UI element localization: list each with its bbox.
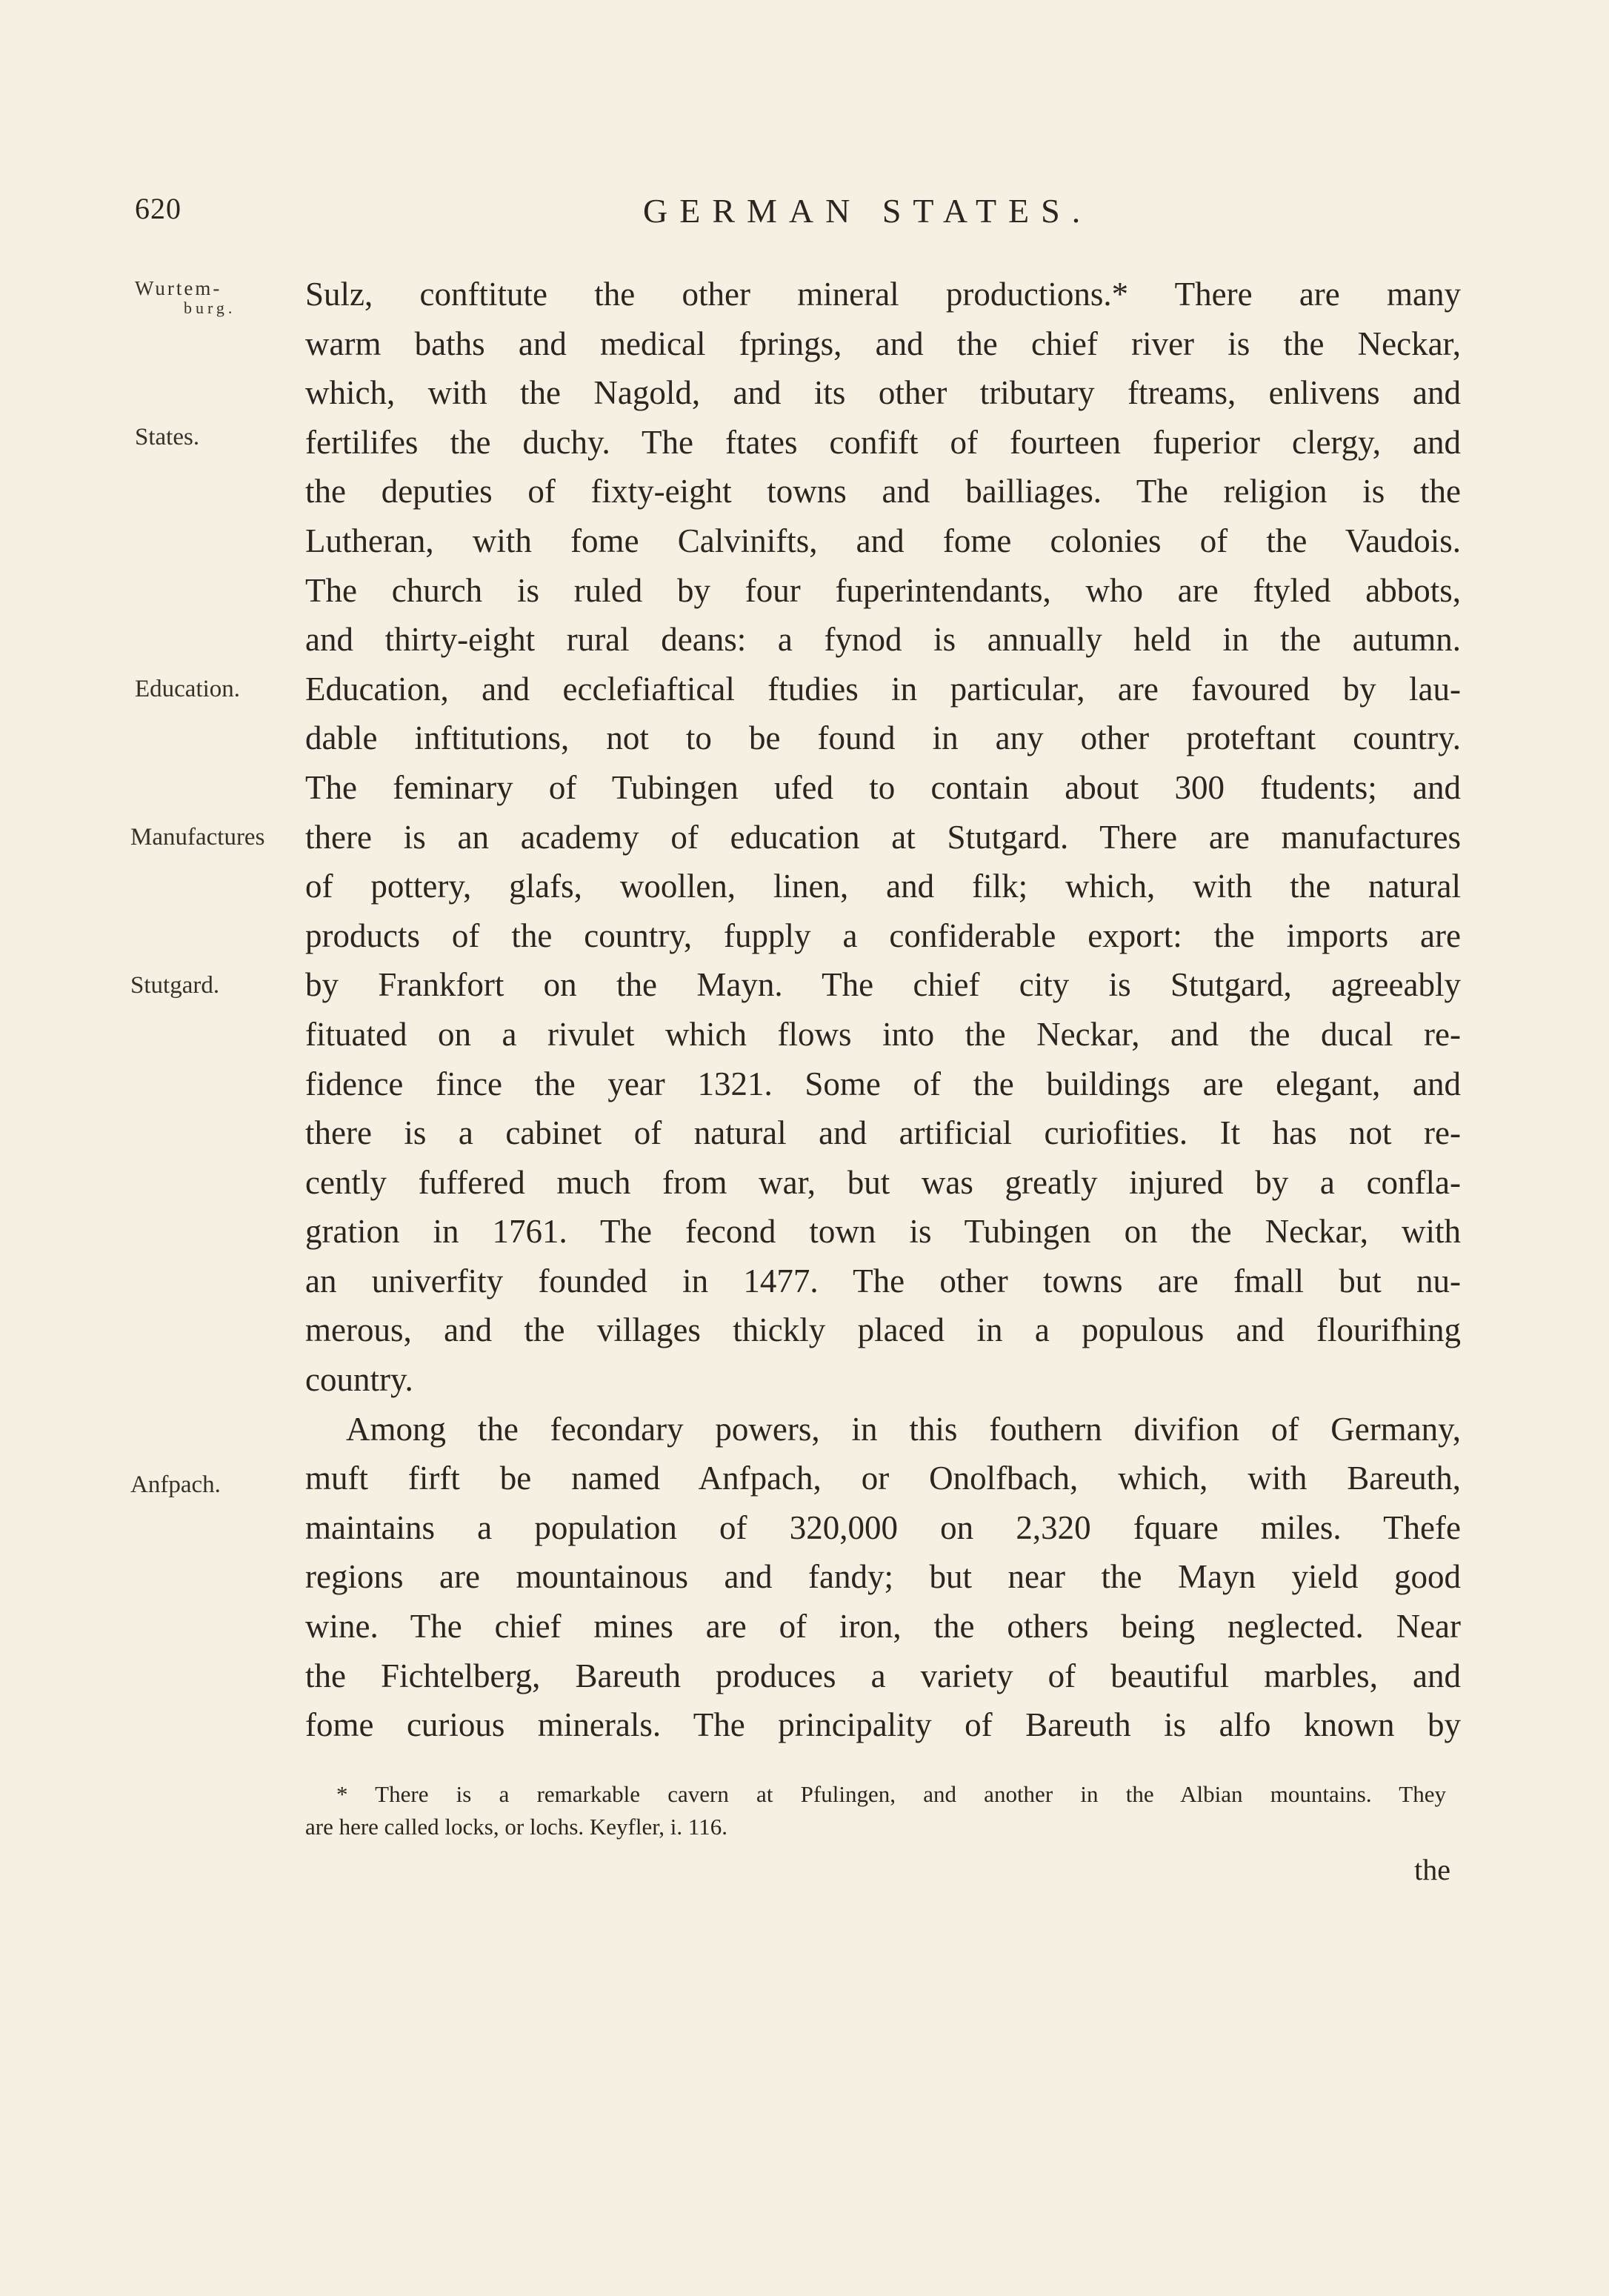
- text-line: merous, and the villages thickly placed in a populous and flourifhing: [305, 1311, 1461, 1349]
- footnote: [305, 1778, 1446, 1843]
- margin-note-wurtemburg-top: Wurtem-: [135, 277, 222, 299]
- text-line: wine. The chief mines are of iron, the others being neglected. Near: [305, 1608, 1461, 1646]
- text-line: there is an academy of education at Stutgard. There are manufactures: [305, 818, 1461, 856]
- margin-note-anspach: Anfpach.: [130, 1471, 221, 1498]
- text-line: and thirty-eight rural deans: a fynod is annually held in the autumn.: [305, 621, 1461, 659]
- text-line: dable inftitutions, not to be found in any other proteftant country.: [305, 719, 1461, 757]
- text-line: an univerfity founded in 1477. The other towns are fmall but nu-: [305, 1262, 1461, 1300]
- text-line: fome curious minerals. The principality of Bareuth is alfo known by: [305, 1706, 1461, 1744]
- margin-note-states: States.: [135, 424, 200, 450]
- text-line: gration in 1761. The fecond town is Tubingen on the Neckar, with: [305, 1213, 1461, 1251]
- text-line: maintains a population of 320,000 on 2,320 fquare miles. Thefe: [305, 1508, 1461, 1546]
- text-line: muft firft be named Anfpach, or Onolfbach, which, with Bareuth,: [305, 1460, 1461, 1497]
- text-line: the Fichtelberg, Bareuth produces a variety of beautiful marbles, and: [305, 1657, 1461, 1694]
- margin-note-education: Education.: [135, 676, 241, 702]
- text-line: the deputies of fixty-eight towns and bailliages. The religion is the: [305, 473, 1461, 510]
- text-line: products of the country, fupply a confiderable export: the imports are: [305, 916, 1461, 954]
- text-line: fertilifes the duchy. The ftates confift of fourteen fuperior clergy, and: [305, 423, 1461, 461]
- text-line: warm baths and medical fprings, and the chief river is the Neckar,: [305, 325, 1461, 362]
- running-title: GERMAN STATES.: [643, 192, 1093, 230]
- page-number: 620: [135, 192, 181, 225]
- text-line: Lutheran, with fome Calvinifts, and fome colonies of the Vaudois.: [305, 522, 1461, 559]
- text-line: Education, and ecclefiaftical ftudies in particular, are favoured by lau-: [305, 670, 1461, 708]
- text-line: by Frankfort on the Mayn. The chief city is Stutgard, agreeably: [305, 966, 1461, 1004]
- text-line: country.: [305, 1361, 413, 1399]
- text-line: The feminary of Tubingen ufed to contain about 300 ftudents; and: [305, 768, 1461, 806]
- text-line: fidence fince the year 1321. Some of the buildings are elegant, and: [305, 1065, 1461, 1102]
- margin-note-wurtemburg-bottom: burg.: [184, 299, 236, 317]
- text-line: which, with the Nagold, and its other tributary ftreams, enlivens and: [305, 374, 1461, 412]
- margin-note-stutgard: Stutgard.: [130, 972, 220, 999]
- text-line: Sulz, conftitute the other mineral productions.* There are many: [305, 276, 1461, 313]
- text-line: The church is ruled by four fuperintendants, who are ftyled abbots,: [305, 571, 1461, 609]
- footnote-line: are here called locks, or lochs. Keyfler, i. 116.: [305, 1814, 728, 1840]
- text-line: there is a cabinet of natural and artificial curiofities. It has not re-: [305, 1114, 1461, 1152]
- margin-note-manufactures: Manufactures: [130, 824, 265, 851]
- text-line: regions are mountainous and fandy; but near the Mayn yield good: [305, 1558, 1461, 1596]
- text-line: cently fuffered much from war, but was greatly injured by a confla-: [305, 1163, 1461, 1201]
- main-text: [305, 270, 1461, 1750]
- text-line: of pottery, glafs, woollen, linen, and filk; which, with the natural: [305, 868, 1461, 905]
- text-line: Among the fecondary powers, in this fouthern divifion of Germany,: [346, 1410, 1461, 1448]
- footnote-line: * There is a remarkable cavern at Pfulingen, and another in the Albian mountains. They: [336, 1781, 1446, 1807]
- text-line: fituated on a rivulet which flows into the Neckar, and the ducal re-: [305, 1015, 1461, 1053]
- margin-note-wurtemburg: [135, 274, 236, 318]
- catchword: the: [1414, 1853, 1450, 1886]
